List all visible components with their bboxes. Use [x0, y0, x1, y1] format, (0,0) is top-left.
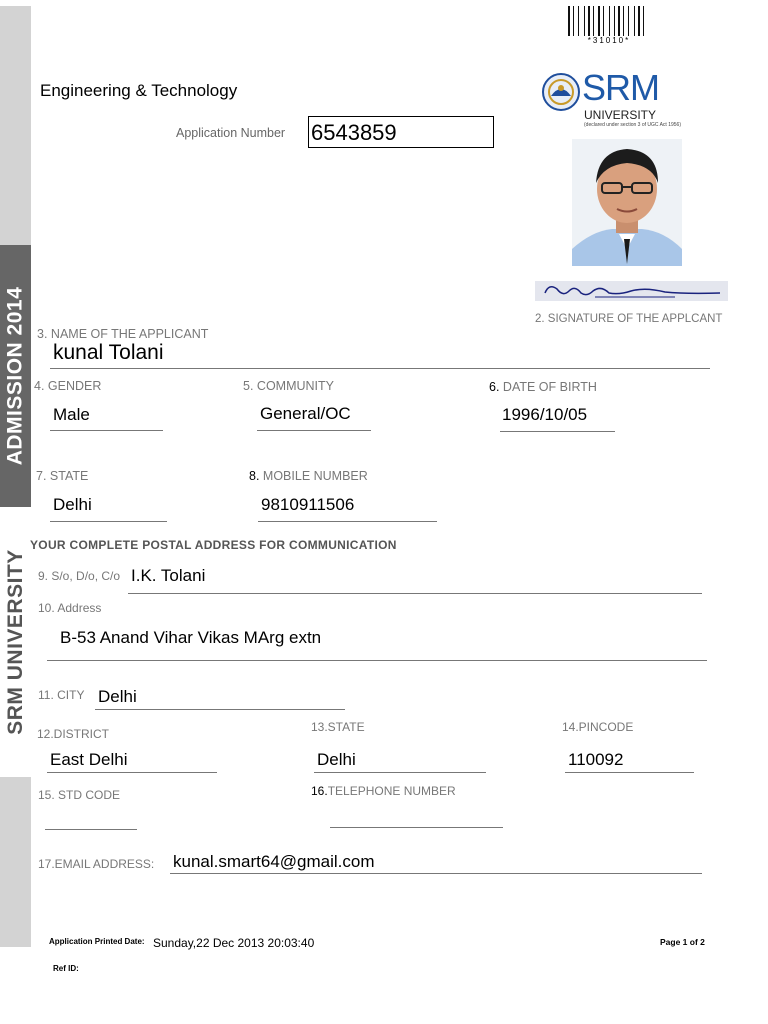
district-value: East Delhi: [50, 750, 128, 769]
telephone-label: [311, 784, 456, 798]
community-number: 5.: [243, 379, 254, 393]
std-code-label: 15. STD CODE: [38, 788, 121, 802]
community-value: General/OC: [260, 404, 351, 423]
address-label: 10. Address: [38, 601, 102, 615]
barcode: [568, 6, 650, 36]
signature-box: [535, 281, 728, 301]
signature-label: 2. SIGNATURE OF THE APPLCANT: [535, 313, 723, 325]
dob-value: 1996/10/05: [502, 405, 588, 424]
dob-underline: [500, 431, 615, 432]
community-label-text: COMMUNITY: [256, 379, 334, 393]
university-side-text: SRM UNIVERSITY: [3, 549, 27, 735]
mobile-label-text: MOBILE NUMBER: [262, 469, 368, 483]
pincode-label: 14.PINCODE: [562, 720, 634, 734]
city-value: Delhi: [98, 687, 137, 706]
mobile-underline: [258, 521, 437, 522]
telephone-number-num: 16.: [311, 784, 328, 798]
logo-tagline: (declared under section 3 of UGC Act 1956): [584, 122, 681, 128]
printed-date-value: Sunday,22 Dec 2013 20:03:40: [153, 936, 315, 950]
state-value: Delhi: [53, 495, 92, 514]
pincode-underline: [565, 772, 694, 773]
city-underline: [95, 709, 345, 710]
email-label: 17.EMAIL ADDRESS:: [38, 857, 155, 871]
barcode-text: *31010*: [587, 36, 631, 45]
ref-id-label: Ref ID:: [53, 964, 79, 973]
guardian-label: 9. S/o, D/o, C/o: [38, 569, 121, 583]
srm-logo: [541, 67, 681, 128]
std-code-underline: [45, 829, 137, 830]
name-label-text: NAME OF THE APPLICANT: [50, 327, 209, 341]
printed-date-label: Application Printed Date:: [49, 937, 145, 946]
program-title: Engineering & Technology: [40, 81, 238, 100]
guardian-value: I.K. Tolani: [131, 566, 206, 585]
state2-value: Delhi: [317, 750, 356, 769]
mobile-number-num: 8.: [249, 469, 260, 483]
community-label: [243, 379, 334, 393]
address-underline: [47, 660, 707, 661]
name-underline: [50, 368, 710, 369]
community-underline: [257, 430, 371, 431]
gender-value: Male: [53, 405, 90, 424]
district-underline: [47, 772, 217, 773]
applicant-photo: [572, 139, 682, 266]
dob-label-text: DATE OF BIRTH: [502, 380, 597, 394]
state-label: [36, 469, 88, 483]
side-bar-bottom: [0, 777, 31, 947]
email-underline: [170, 873, 702, 874]
dob-label: [489, 380, 597, 394]
page-indicator: Page 1 of 2: [660, 937, 705, 947]
state-label-text: STATE: [49, 469, 89, 483]
state2-underline: [314, 772, 486, 773]
application-number-box: [308, 116, 494, 148]
logo-name: SRM: [582, 67, 659, 108]
name-label: [37, 327, 208, 341]
gender-label-text: GENDER: [47, 379, 102, 393]
name-number: 3.: [37, 327, 48, 341]
admission-year-text: ADMISSION 2014: [3, 286, 27, 466]
telephone-underline: [330, 827, 503, 828]
gender-label: [34, 379, 101, 393]
telephone-label-text: TELEPHONE NUMBER: [327, 784, 456, 798]
district-label: 12.DISTRICT: [37, 727, 110, 741]
state2-label: 13.STATE: [311, 720, 365, 734]
dob-number: 6.: [489, 380, 500, 394]
guardian-underline: [128, 593, 702, 594]
mobile-value: 9810911506: [261, 495, 355, 514]
state-number: 7.: [36, 469, 47, 483]
email-value: kunal.smart64@gmail.com: [173, 852, 375, 871]
mobile-label: [249, 469, 368, 483]
side-bar-top: [0, 6, 31, 245]
signature-icon: [535, 281, 728, 301]
application-number-label: Application Number: [176, 126, 286, 140]
university-emblem-icon: [541, 72, 581, 112]
application-number: 6543859: [311, 120, 397, 145]
applicant-name: kunal Tolani: [53, 341, 164, 364]
gender-underline: [50, 430, 163, 431]
city-label: 11. CITY: [38, 688, 85, 702]
applicant-photo-icon: [572, 139, 682, 266]
gender-number: 4.: [34, 379, 45, 393]
logo-subtitle: UNIVERSITY: [584, 108, 657, 122]
pincode-value: 110092: [568, 750, 624, 769]
state-underline: [50, 521, 167, 522]
address-value: B-53 Anand Vihar Vikas MArg extn: [60, 628, 322, 647]
postal-address-heading: YOUR COMPLETE POSTAL ADDRESS FOR COMMUNICATION: [30, 538, 397, 552]
